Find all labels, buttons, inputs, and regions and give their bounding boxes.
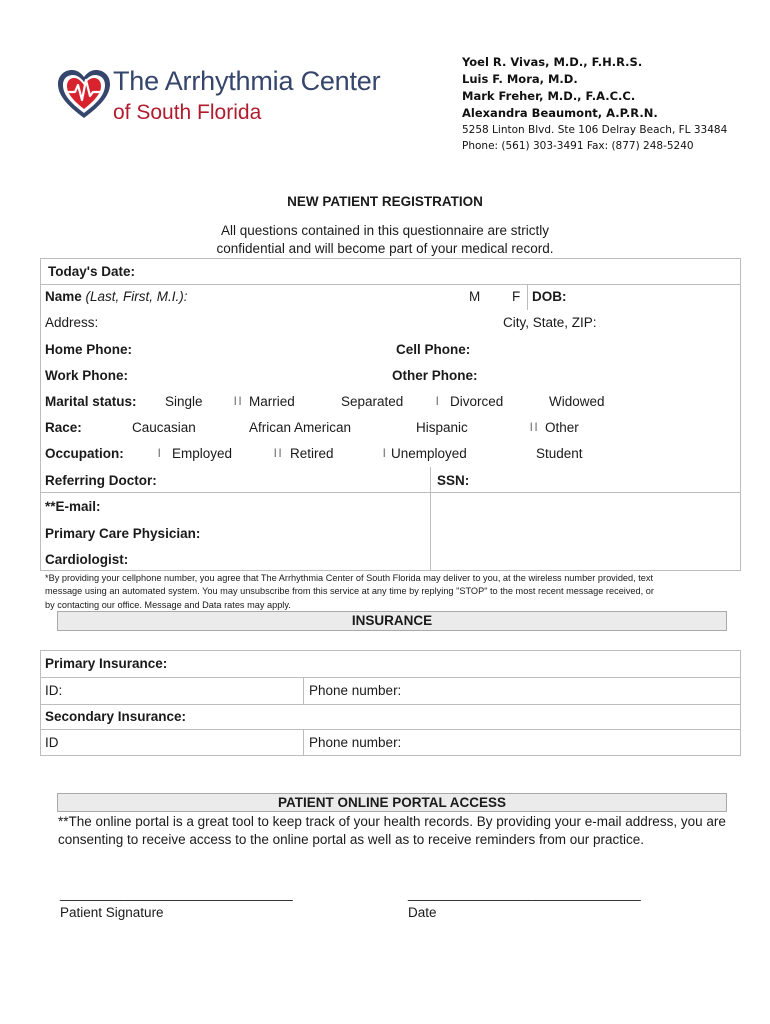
date-label: Date (408, 905, 437, 920)
page-title: NEW PATIENT REGISTRATION (287, 194, 483, 209)
date-signature-line[interactable]: _______________________________ (408, 886, 641, 901)
checkbox-marks[interactable]: | | (234, 395, 242, 405)
checkbox-mark[interactable]: | (383, 447, 386, 457)
secondary-phone-field[interactable]: Phone number: (309, 735, 402, 750)
name-field[interactable] (45, 289, 188, 304)
primary-insurance-field[interactable]: Primary Insurance: (45, 656, 168, 671)
doctor-name: Yoel R. Vivas, M.D., F.H.R.S. (462, 55, 643, 69)
portal-text: **The online portal is a great tool to keep track of your health records. By providing your e-mail address, you are consenting to receive access to the online portal as well as to receive reminders from our practice. (58, 814, 726, 847)
address-field[interactable]: Address: (45, 315, 99, 330)
name-label: Name (45, 289, 82, 304)
heart-logo-icon (55, 66, 113, 124)
registration-form (40, 258, 741, 571)
secondary-id-field[interactable]: ID (45, 735, 59, 750)
logo-name: The Arrhythmia Center (113, 66, 381, 96)
occupation-label: Occupation: (45, 446, 124, 461)
divider (40, 704, 741, 705)
marital-option-separated[interactable]: Separated (341, 394, 404, 409)
primary-care-physician-field[interactable]: Primary Care Physician: (45, 526, 201, 541)
divider (40, 729, 741, 730)
todays-date-field[interactable]: Today's Date: (48, 264, 135, 279)
logo (55, 66, 115, 126)
patient-signature-line[interactable]: _______________________________ (60, 886, 293, 901)
race-label: Race: (45, 420, 82, 435)
checkbox-mark[interactable]: | (158, 447, 161, 457)
note-line-1: *By providing your cellphone number, you agree that The Arrhythmia Center of South Florida may deliver to you, at the wireless number provided, text (45, 573, 654, 583)
primary-id-field[interactable]: ID: (45, 683, 63, 698)
race-option-hispanic[interactable]: Hispanic (416, 420, 468, 435)
intro-line-1: All questions contained in this questionnaire are strictly (221, 223, 549, 238)
note-line-2: message using an automated system. You may unsubscribe from this service at any time by replying "STOP" to the most recent message received, or (45, 586, 654, 597)
doctor-name: Alexandra Beaumont, A.P.R.N. (462, 106, 658, 120)
portal-heading: PATIENT ONLINE PORTAL ACCESS (57, 793, 727, 812)
divider (527, 284, 528, 310)
marital-status-label: Marital status: (45, 394, 137, 409)
logo-subtitle: of South Florida (113, 101, 262, 124)
cardiologist-field[interactable]: Cardiologist: (45, 552, 129, 567)
doctor-name: Luis F. Mora, M.D. (462, 72, 578, 86)
cell-phone-field[interactable]: Cell Phone: (396, 342, 471, 357)
clinic-phone: Phone: (561) 303-3491 Fax: (877) 248-5240 (462, 140, 694, 152)
referring-doctor-field[interactable]: Referring Doctor: (45, 473, 157, 488)
intro-line-2: confidential and will become part of your medical record. (216, 241, 554, 256)
work-phone-field[interactable]: Work Phone: (45, 368, 129, 383)
race-option-caucasian[interactable]: Caucasian (132, 420, 196, 435)
city-state-zip-field[interactable]: City, State, ZIP: (503, 315, 597, 330)
email-field[interactable]: **E-mail: (45, 499, 101, 514)
occupation-option-student[interactable]: Student (536, 446, 583, 461)
race-option-other[interactable]: Other (545, 420, 579, 435)
marital-option-widowed[interactable]: Widowed (549, 394, 605, 409)
checkbox-marks[interactable]: | | (274, 447, 282, 457)
divider (40, 284, 741, 285)
marital-option-divorced[interactable]: Divorced (450, 394, 504, 409)
patient-signature-label: Patient Signature (60, 905, 164, 920)
note-line-3: by contacting our office. Message and Data rates may apply. (45, 599, 291, 610)
ssn-field[interactable]: SSN: (437, 473, 470, 488)
secondary-insurance-field[interactable]: Secondary Insurance: (45, 709, 187, 724)
clinic-address: 5258 Linton Blvd. Ste 106 Delray Beach, FL 33484 (462, 124, 728, 136)
divider (40, 677, 741, 678)
occupation-option-employed[interactable]: Employed (172, 446, 233, 461)
marital-option-married[interactable]: Married (249, 394, 295, 409)
other-phone-field[interactable]: Other Phone: (392, 368, 478, 383)
occupation-option-unemployed[interactable]: Unemployed (391, 446, 467, 461)
occupation-option-retired[interactable]: Retired (290, 446, 334, 461)
home-phone-field[interactable]: Home Phone: (45, 342, 133, 357)
divider (40, 492, 741, 493)
divider (303, 729, 304, 756)
sex-m-option[interactable]: M (469, 289, 481, 304)
race-option-african-american[interactable]: African American (249, 420, 352, 435)
checkbox-marks[interactable]: | | (530, 421, 538, 431)
marital-option-single[interactable]: Single (165, 394, 203, 409)
checkbox-mark[interactable]: | (436, 395, 439, 405)
doctor-name: Mark Freher, M.D., F.A.C.C. (462, 89, 636, 103)
sms-consent-note (45, 572, 735, 612)
dob-field[interactable]: DOB: (532, 289, 567, 304)
sex-f-option[interactable]: F (512, 289, 521, 304)
divider (303, 677, 304, 704)
divider (430, 467, 431, 571)
name-hint: (Last, First, M.I.): (81, 289, 188, 304)
primary-phone-field[interactable]: Phone number: (309, 683, 402, 698)
insurance-heading: INSURANCE (57, 611, 727, 631)
